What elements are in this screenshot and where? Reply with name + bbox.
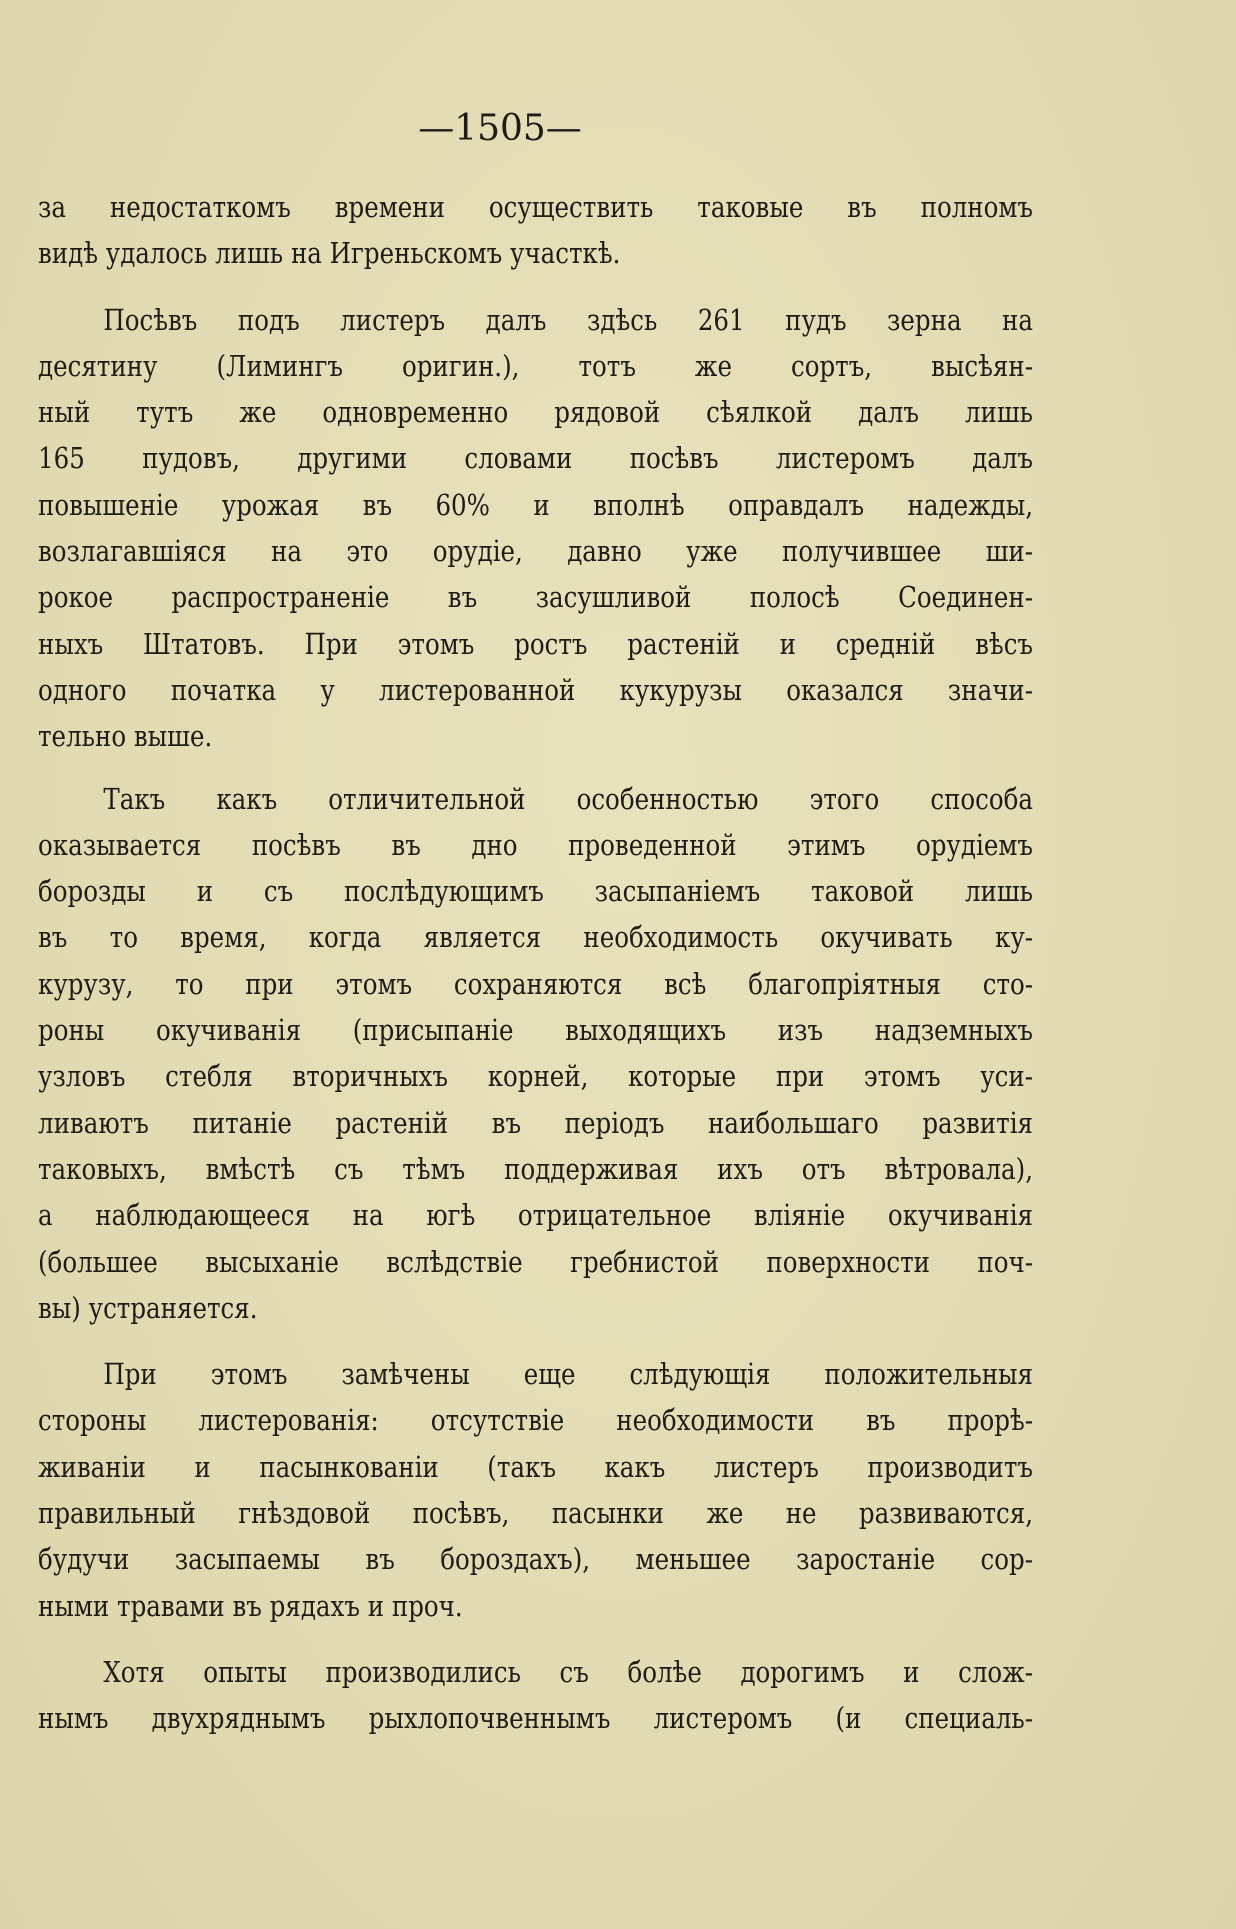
text-line: нымъ двухряднымъ рыхлопочвеннымъ листеромъ (и специаль-	[38, 1702, 1034, 1736]
text-line: ныхъ Штатовъ. При этомъ ростъ растеній и средній вѣсъ	[38, 627, 1034, 661]
text-line: въ то время, когда является необходимость окучивать ку-	[38, 921, 1034, 955]
text-line: повышеніе урожая въ 60% и вполнѣ оправдалъ надежды,	[38, 488, 1034, 522]
text-line: Такъ какъ отличительной особенностью этого способа	[103, 782, 1034, 816]
text-line: стороны листерованія: отсутствіе необходимости въ прорѣ-	[38, 1404, 1034, 1438]
text-line: таковыхъ, вмѣстѣ съ тѣмъ поддерживая ихъ отъ вѣтровала),	[38, 1152, 1034, 1186]
text-line: за недостаткомъ времени осуществить таковые въ полномъ	[38, 191, 1034, 224]
text-line: 165 пудовъ, другими словами посѣвъ листеромъ далъ	[38, 442, 1034, 476]
text-line: вы) устраняется.	[38, 1291, 258, 1325]
text-line: ный тутъ же одновременно рядовой сѣялкой далъ лишь	[38, 396, 1034, 430]
text-line: рокое распространеніе въ засушливой полосѣ Соединен-	[38, 581, 1034, 615]
text-line: Посѣвъ подъ листеръ далъ здѣсь 261 пудъ зерна на	[103, 303, 1034, 337]
text-line: возлагавшіяся на это орудіе, давно уже получившее ши-	[38, 535, 1034, 569]
text-line: будучи засыпаемы въ бороздахъ), меньшее заростаніе сор-	[38, 1543, 1034, 1577]
paragraph	[38, 185, 1033, 278]
text-line: ными травами въ рядахъ и проч.	[38, 1589, 463, 1623]
paragraph	[38, 298, 1033, 761]
text-line: тельно выше.	[38, 720, 213, 754]
text-line: одного початка у листерованной кукурузы оказался значи-	[38, 673, 1034, 707]
text-line: оказывается посѣвъ въ дно проведенной этимъ орудіемъ	[38, 828, 1034, 862]
text-line: При этомъ замѣчены еще слѣдующія положительныя	[103, 1358, 1034, 1392]
page-number: —1505—	[418, 108, 582, 149]
text-line: ливаютъ питаніе растеній въ періодъ наибольшаго развитія	[38, 1106, 1034, 1140]
paragraph	[38, 1352, 1033, 1630]
text-line: роны окучиванія (присыпаніе выходящихъ изъ надземныхъ	[38, 1014, 1034, 1048]
text-line: правильный гнѣздовой посѣвъ, пасынки же не развиваются,	[38, 1497, 1034, 1531]
text-line: а наблюдающееся на югѣ отрицательное вліяніе окучиванія	[38, 1199, 1034, 1233]
text-line: узловъ стебля вторичныхъ корней, которые при этомъ уси-	[38, 1060, 1034, 1094]
text-line: живаніи и пасынкованіи (такъ какъ листеръ производитъ	[38, 1450, 1034, 1484]
text-line: курузу, то при этомъ сохраняются всѣ благопріятныя сто-	[38, 967, 1034, 1001]
text-line: видѣ удалось лишь на Игреньскомъ участкѣ.	[38, 237, 621, 271]
body-text	[38, 185, 1033, 1743]
paragraph	[38, 1650, 1033, 1743]
text-line: Хотя опыты производились съ болѣе дорогимъ и слож-	[103, 1655, 1034, 1689]
text-line: борозды и съ послѣдующимъ засыпаніемъ таковой лишь	[38, 875, 1034, 909]
paragraph	[38, 777, 1033, 1333]
text-line: десятину (Лимингъ оригин.), тотъ же сортъ, высѣян-	[38, 349, 1034, 383]
text-line: (большее высыханіе вслѣдствіе гребнистой поверхности поч-	[38, 1245, 1034, 1279]
